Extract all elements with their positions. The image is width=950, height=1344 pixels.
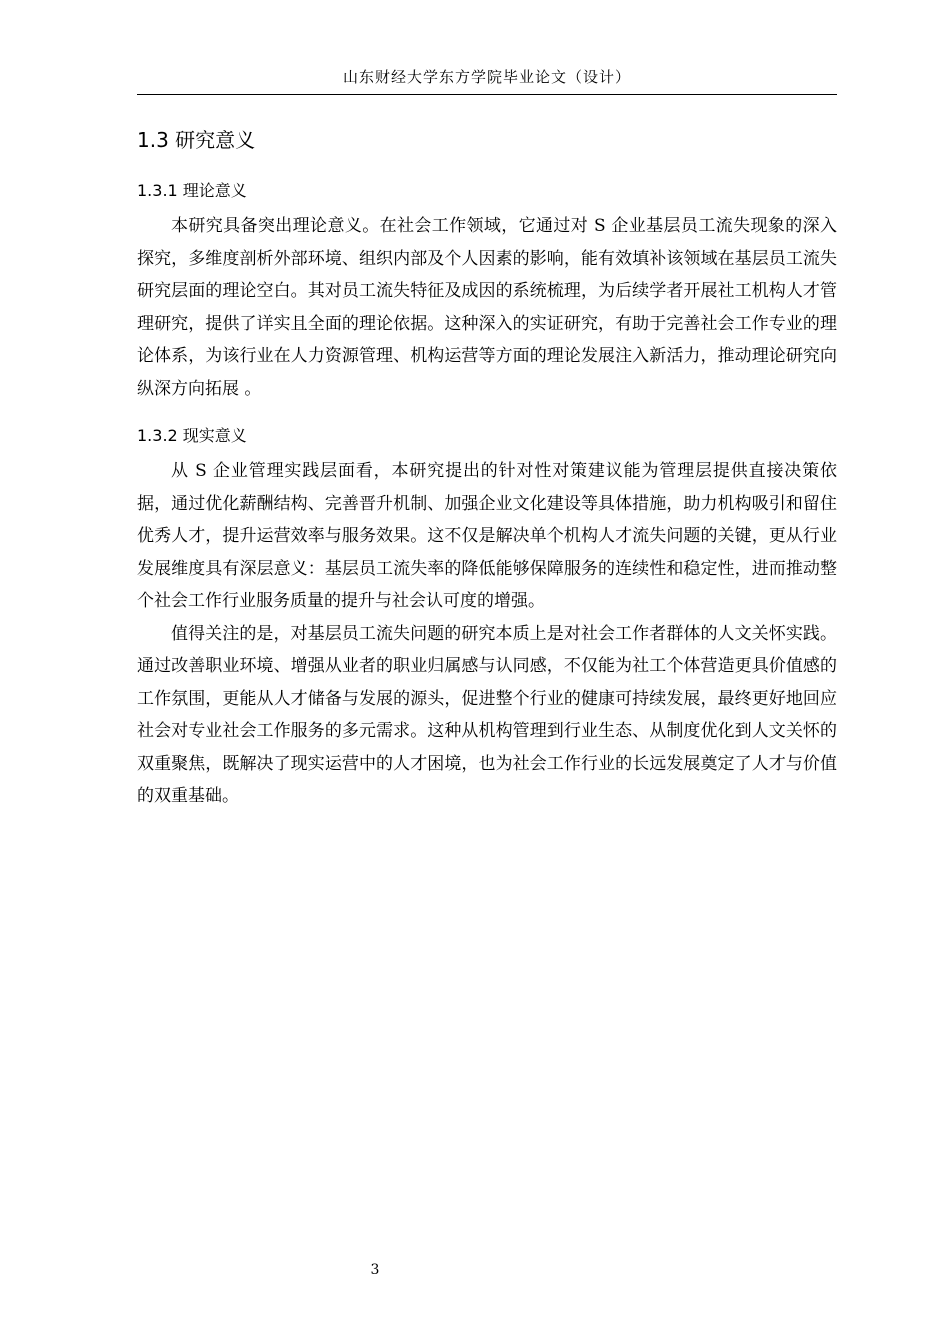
subsection-title-theory: 1.3.1 理论意义	[137, 181, 247, 200]
subsection-title-practice: 1.3.2 现实意义	[137, 426, 247, 445]
page-number: 3	[370, 1262, 380, 1278]
running-header: 山东财经大学东方学院毕业论文（设计）	[137, 60, 837, 95]
section-title: 1.3 研究意义	[137, 128, 256, 152]
paragraph-practice-2: 值得关注的是，对基层员工流失问题的研究本质上是对社会工作者群体的人文关怀实践。通过改善职业环境、增强从业者的职业归属感与认同感，不仅能为社工个体营造更具价值感的工作氛围，更能从人才储备与发展的源头，促进整个行业的健康可持续发展，最终更好地回应社会对专业社会工作服务的多元需求。这种从机构管理到行业生态、从制度优化到人文关怀的双重聚焦，既解决了现实运营中的人才困境，也为社会工作行业的长远发展奠定了人才与价值的双重基础。	[137, 623, 837, 806]
paragraph-theory: 本研究具备突出理论意义。在社会工作领域，它通过对 S 企业基层员工流失现象的深入探究，多维度剖析外部环境、组织内部及个人因素的影响，能有效填补该领域在基层员工流失研究层面的理论空白。其对员工流失特征及成因的系统梳理，为后续学者开展社工机构人才管理研究，提供了详实且全面的理论依据。这种深入的实证研究，有助于完善社会工作专业的理论体系，为该行业在人力资源管理、机构运营等方面的理论发展注入新活力，推动理论研究向纵深方向拓展 。	[137, 216, 837, 399]
paragraph-practice-1: 从 S 企业管理实践层面看，本研究提出的针对性对策建议能为管理层提供直接决策依据，通过优化薪酬结构、完善晋升机制、加强企业文化建设等具体措施，助力机构吸引和留住优秀人才，提升运营效率与服务效果。这不仅是解决单个机构人才流失问题的关键，更从行业发展维度具有深层意义：基层员工流失率的降低能够保障服务的连续性和稳定性，进而推动整个社会工作行业服务质量的提升与社会认可度的增强。	[137, 461, 837, 611]
page-body	[137, 120, 837, 813]
